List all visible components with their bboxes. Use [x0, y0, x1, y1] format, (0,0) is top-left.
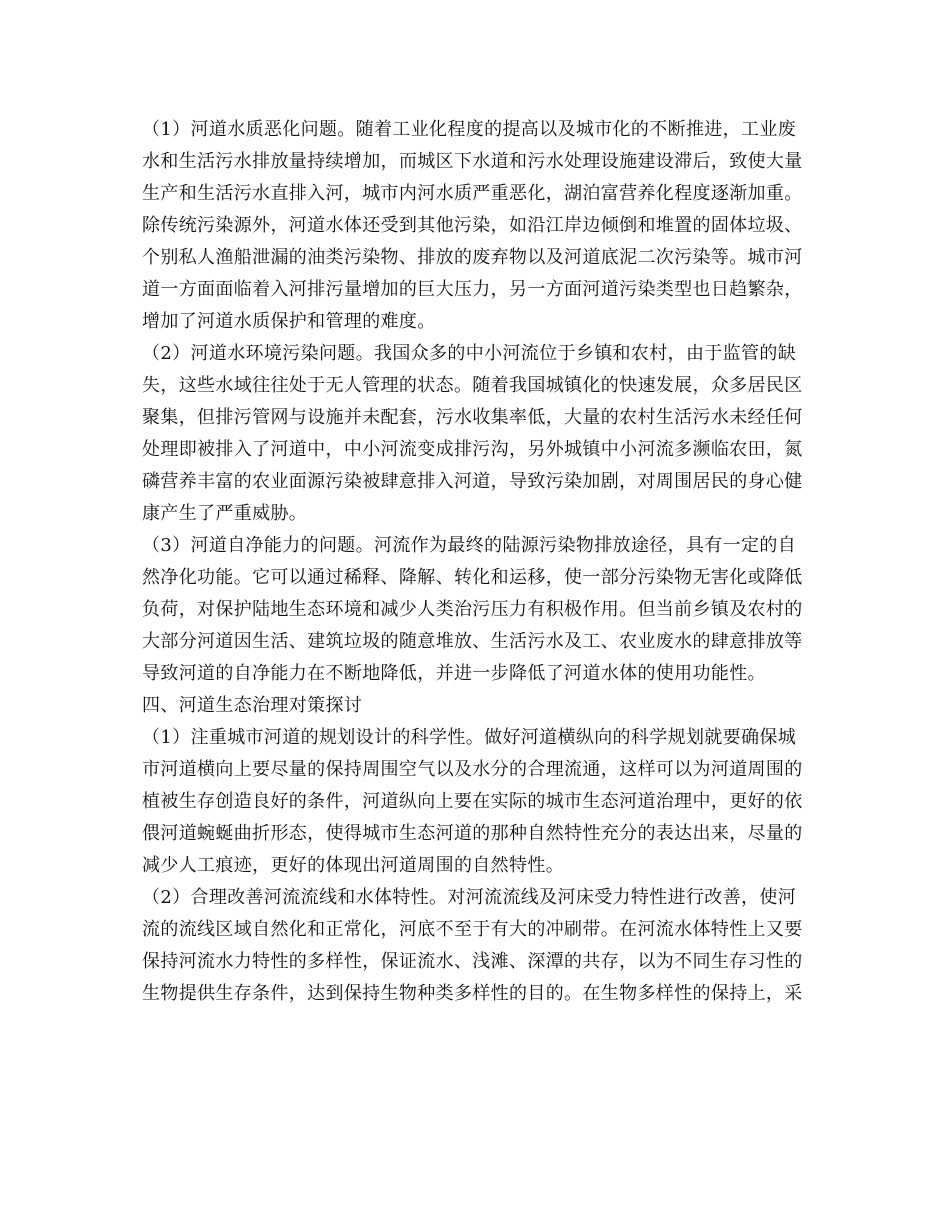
text-line: （2）河道水环境污染问题。我国众多的中小河流位于乡镇和农村，由于监管的缺 — [142, 343, 797, 364]
text-line: （3）河道自净能力的问题。河流作为最终的陆源污染物排放途径，具有一定的自 — [142, 535, 797, 556]
document-body — [142, 114, 812, 1010]
text-line: 处理即被排入了河道中，中小河流变成排污沟，另外城镇中小河流多濒临农田，氮 — [142, 439, 803, 460]
text-line: 市河道横向上要尽量的保持周围空气以及水分的合理流通，这样可以为河道周围的 — [142, 759, 803, 780]
text-line: 然净化功能。它可以通过稀释、降解、转化和运移，使一部分污染物无害化或降低 — [142, 567, 803, 588]
text-line: 大部分河道因生活、建筑垃圾的随意堆放、生活污水及工、农业废水的肆意排放等 — [142, 631, 803, 652]
text-line: 聚集，但排污管网与设施并未配套，污水收集率低，大量的农村生活污水未经任何 — [142, 407, 803, 428]
text-line: 减少人工痕迹，更好的体现出河道周围的自然特性。 — [142, 855, 565, 876]
text-line: 生产和生活污水直排入河，城市内河水质严重恶化，湖泊富营养化程度逐渐加重。 — [142, 183, 803, 204]
text-line: 道一方面面临着入河排污量增加的巨大压力，另一方面河道污染类型也日趋繁杂， — [142, 279, 803, 300]
text-line: 康产生了严重威胁。 — [142, 503, 308, 524]
text-line: 除传统污染源外，河道水体还受到其他污染，如沿江岸边倾倒和堆置的固体垃圾、 — [142, 215, 803, 236]
text-line: 磷营养丰富的农业面源污染被肆意排入河道，导致污染加剧，对周围居民的身心健 — [142, 471, 803, 492]
text-line: 保持河流水力特性的多样性，保证流水、浅滩、深潭的共存，以为不同生存习性的 — [142, 951, 803, 972]
section-heading: 四、河道生态治理对策探讨 — [142, 695, 363, 716]
text-line: 负荷，对保护陆地生态环境和减少人类治污压力有积极作用。但当前乡镇及农村的 — [142, 599, 803, 620]
text-line: 导致河道的自净能力在不断地降低，并进一步降低了河道水体的使用功能性。 — [142, 663, 766, 684]
text-line: 植被生存创造良好的条件，河道纵向上要在实际的城市生态河道治理中，更好的依 — [142, 791, 803, 812]
text-line: 失，这些水域往往处于无人管理的状态。随着我国城镇化的快速发展，众多居民区 — [142, 375, 803, 396]
text-line: （2）合理改善河流流线和水体特性。对河流流线及河床受力特性进行改善，使河 — [142, 887, 797, 908]
text-line: （1）注重城市河道的规划设计的科学性。做好河道横纵向的科学规划就要确保城 — [142, 727, 797, 748]
text-line: 生物提供生存条件，达到保持生物种类多样性的目的。在生物多样性的保持上，采 — [142, 983, 803, 1004]
text-line: 偎河道蜿蜒曲折形态，使得城市生态河道的那种自然特性充分的表达出来，尽量的 — [142, 823, 803, 844]
text-line: （1）河道水质恶化问题。随着工业化程度的提高以及城市化的不断推进，工业废 — [142, 119, 797, 140]
text-line: 流的流线区域自然化和正常化，河底不至于有大的冲刷带。在河流水体特性上又要 — [142, 919, 803, 940]
text-line: 增加了河道水质保护和管理的难度。 — [142, 311, 436, 332]
text-line: 个别私人渔船泄漏的油类污染物、排放的废弃物以及河道底泥二次污染等。城市河 — [142, 247, 803, 268]
text-line: 水和生活污水排放量持续增加，而城区下水道和污水处理设施建设滞后，致使大量 — [142, 151, 803, 172]
